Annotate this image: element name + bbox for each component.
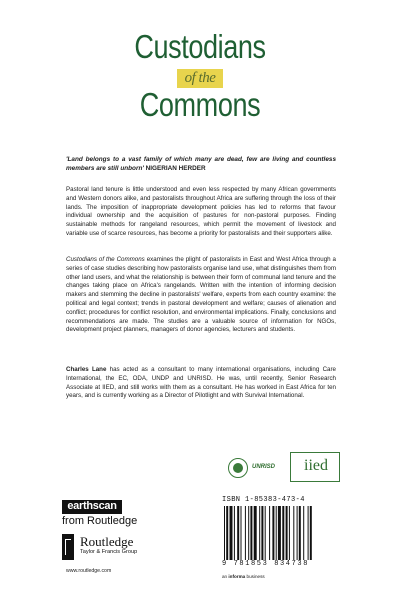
taylor-francis-text: Taylor & Francis Group <box>80 549 138 555</box>
earthscan-logo <box>62 500 122 514</box>
un-emblem-icon <box>228 458 248 478</box>
paragraph-description <box>66 256 336 335</box>
paragraph-author-body: has acted as a consultant to many international organisations, including Care International, the EC, ODA, UNDP and UNRISD. He was, until recently, Senior Research Associate at IIED, and still works with them as a consultant. He has worked in East Africa for ten years, and is currently working as a Director of Pilotlight and with Survival International. <box>66 366 336 400</box>
routledge-r-icon <box>62 534 74 560</box>
title-of-the-box: of the <box>177 69 224 88</box>
iied-logo <box>290 452 340 482</box>
partner-logos <box>224 452 344 486</box>
publisher-url: www.routledge.com <box>66 568 112 574</box>
title-line-1: Custodians <box>134 28 266 65</box>
iied-logo-text: iied <box>304 457 328 474</box>
informa-prefix: an <box>222 574 229 579</box>
informa-suffix: business <box>245 574 265 579</box>
barcode-number: 9 781853 834738 <box>222 560 310 568</box>
author-name: Charles Lane <box>66 366 107 373</box>
unrisd-logo: UNRISD <box>252 464 276 470</box>
informa-tagline <box>222 574 265 579</box>
informa-brand: informa <box>228 574 246 579</box>
quote-text: 'Land belongs to a vast family of which many are dead, few are living and countless members are still unborn' <box>66 156 336 172</box>
title-line-2 <box>0 70 400 87</box>
from-routledge-text: from Routledge <box>62 515 138 527</box>
isbn-text: ISBN 1-85383-473-4 <box>222 496 305 504</box>
routledge-logo: Routledge <box>80 534 134 549</box>
quote-source: NIGERIAN HERDER <box>145 164 206 172</box>
barcode <box>222 506 342 568</box>
paragraph-description-body: examines the plight of pastoralists in East and West Africa through a series of case studies describing how pastoralists organise land use, what distinguishes them from other land users, and what the relationship is between their form of communal land tenure and the changes taking place on Africa's rangelands. Written with the intention of informing decision makers and stemming the decline in pastoralists' welfare, experts from each country examine: the political and legal context; trends in pastoral development and welfare; causes of alienation and conflict; procedures for conflict resolution, and environmental implications. Finally, conclusions and recommendations are made. The studies are a valuable source of information for NGOs, development project planners, managers of donor agencies, lecturers and students. <box>66 256 336 334</box>
title-line-3: Commons <box>139 86 261 123</box>
earthscan-logo-text: earthscan <box>67 500 117 512</box>
epigraph-quote <box>66 156 336 174</box>
book-title-inline: Custodians of the Commons <box>66 256 145 263</box>
barcode-icon <box>222 506 342 560</box>
paragraph-author <box>66 366 336 401</box>
paragraph-intro: Pastoral land tenure is little understood and even less respected by many African governments and Western donors alike, and pastoralists throughout Africa are suffering through the loss of their lands. The imposition of inappropriate development policies has led to reforms that favour individual ownership and the acquisition of pastures for non-pastoral purposes. Finding sustainable methods for rangeland resources, which permit the movement of livestock and variable use of scarce resources, has become a priority for pastoralists and their supporters alike. <box>66 186 336 237</box>
